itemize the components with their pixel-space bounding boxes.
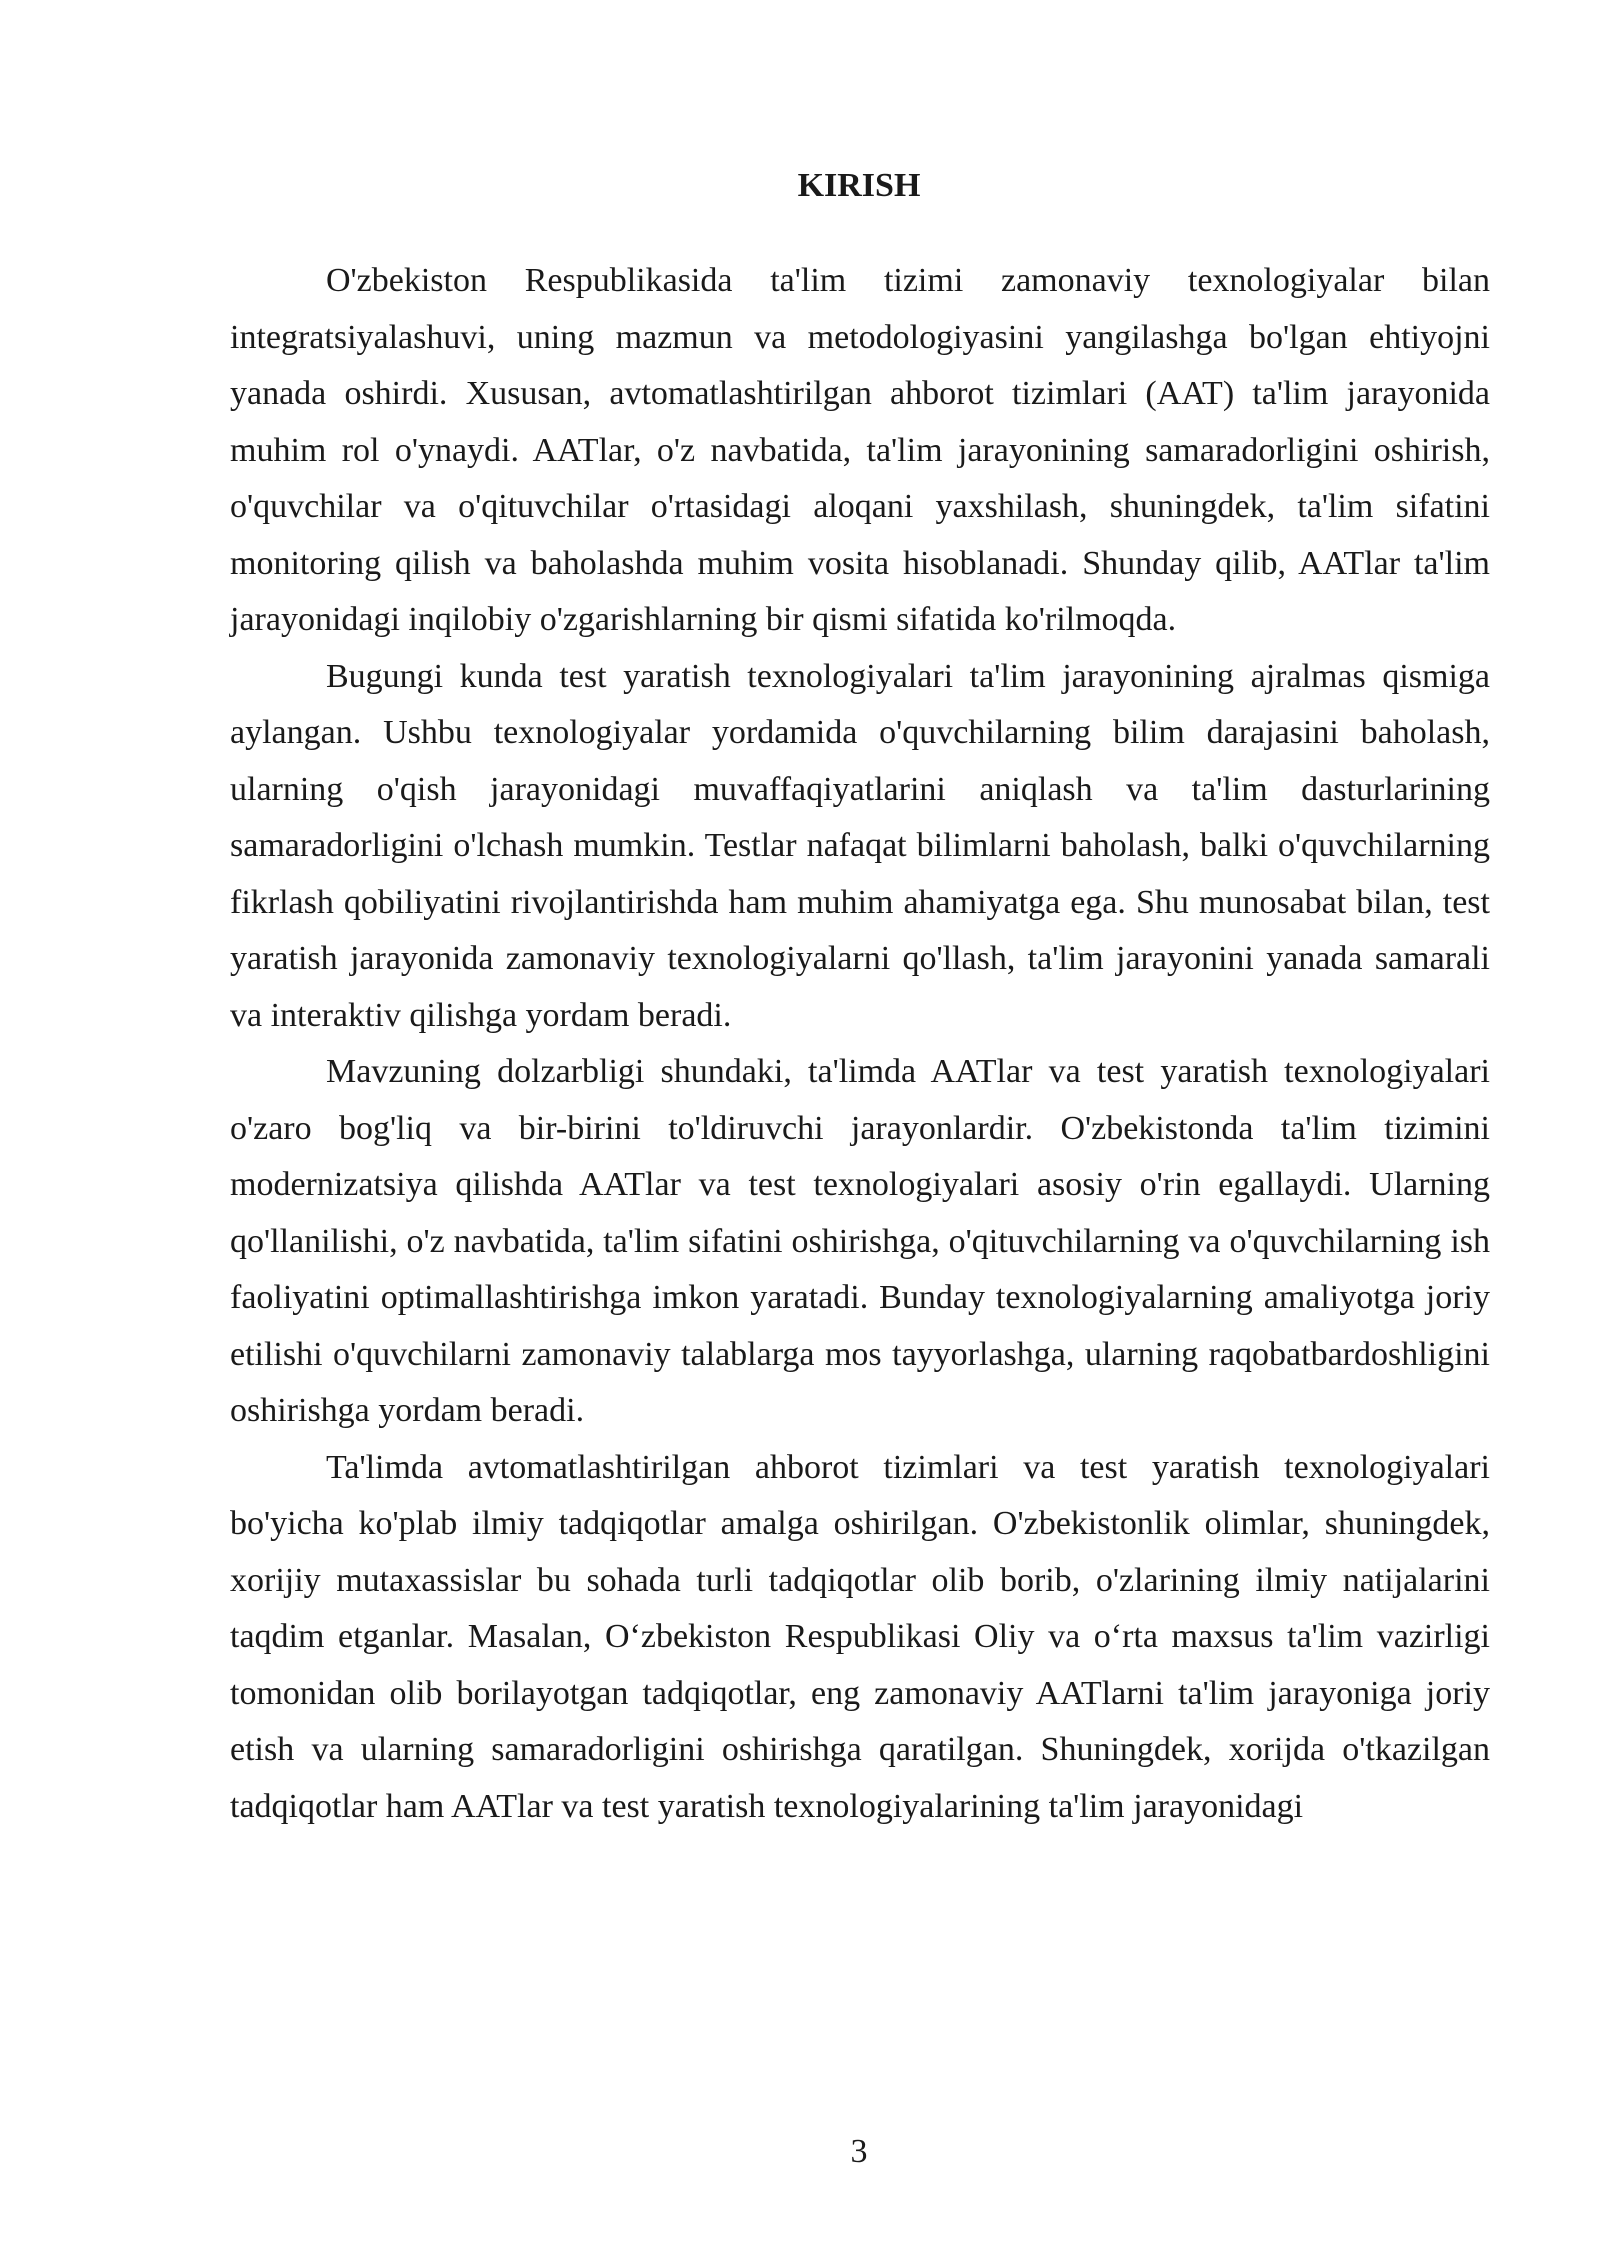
section-title: KIRISH (797, 167, 921, 204)
page-number: 3 (850, 2133, 868, 2170)
paragraph-4: Ta'limda avtomatlashtirilgan ahborot tizimlari va test yaratish texnologiyalari bo'yicha ko'plab ilmiy tadqiqotlar amalga oshirilgan. O'zbekistonlik olimlar, shuningdek, xorijiy mutaxassislar bu sohada turli tadqiqotlar olib borib, o'zlarining ilmiy natijalarini taqdim etganlar. Masalan, O‘zbekiston Respublikasi Oliy va o‘rta maxsus ta'lim vazirligi tomonidan olib borilayotgan tadqiqotlar, eng zamonaviy AATlarni ta'lim jarayoniga joriy etish va ularning samaradorligini oshirishga qaratilgan. Shuningdek, xorijda o'tkazilgan tadqiqotlar ham AATlar va test yaratish texnologiyalarining ta'lim jarayonidagi (230, 1448, 1490, 1825)
paragraph-3: Mavzuning dolzarbligi shundaki, ta'limda AATlar va test yaratish texnologiyalari o'zaro bog'liq va bir-birini to'ldiruvchi jarayonlardir. O'zbekistonda ta'lim tizimini modernizatsiya qilishda AATlar va test texnologiyalari asosiy o'rin egallaydi. Ularning qo'llanilishi, o'z navbatida, ta'lim sifatini oshirishga, o'qituvchilarning va o'quvchilarning ish faoliyatini optimallashtirishga imkon yaratadi. Bunday texnologiyalarning amaliyotga joriy etilishi o'quvchilarni zamonaviy talablarga mos tayyorlashga, ularning raqobatbardoshligini oshirishga yordam beradi. (230, 1053, 1490, 1429)
paragraph-2: Bugungi kunda test yaratish texnologiyalari ta'lim jarayonining ajralmas qismiga aylangan. Ushbu texnologiyalar yordamida o'quvchilarning bilim darajasini baholash, ularning o'qish jarayonidagi muvaffaqiyatlarini aniqlash va ta'lim dasturlarining samaradorligini o'lchash mumkin. Testlar nafaqat bilimlarni baholash, balki o'quvchilarning fikrlash qobiliyatini rivojlantirishda ham muhim ahamiyatga ega. Shu munosabat bilan, test yaratish jarayonida zamonaviy texnologiyalarni qo'llash, ta'lim jarayonini yanada samarali va interaktiv qilishga yordam beradi. (230, 657, 1490, 1034)
body-text (230, 253, 1490, 1835)
paragraph-1: O'zbekiston Respublikasida ta'lim tizimi zamonaviy texnologiyalar bilan integratsiyalashuvi, uning mazmun va metodologiyasini yangilashga bo'lgan ehtiyojni yanada oshirdi. Xususan, avtomatlashtirilgan ahborot tizimlari (AAT) ta'lim jarayonida muhim rol o'ynaydi. AATlar, o'z navbatida, ta'lim jarayonining samaradorligini oshirish, o'quvchilar va o'qituvchilar o'rtasidagi aloqani yaxshilash, shuningdek, ta'lim sifatini monitoring qilish va baholashda muhim vosita hisoblanadi. Shunday qilib, AATlar ta'lim jarayonidagi inqilobiy o'zgarishlarning bir qismi sifatida ko'rilmoqda. (230, 262, 1490, 638)
